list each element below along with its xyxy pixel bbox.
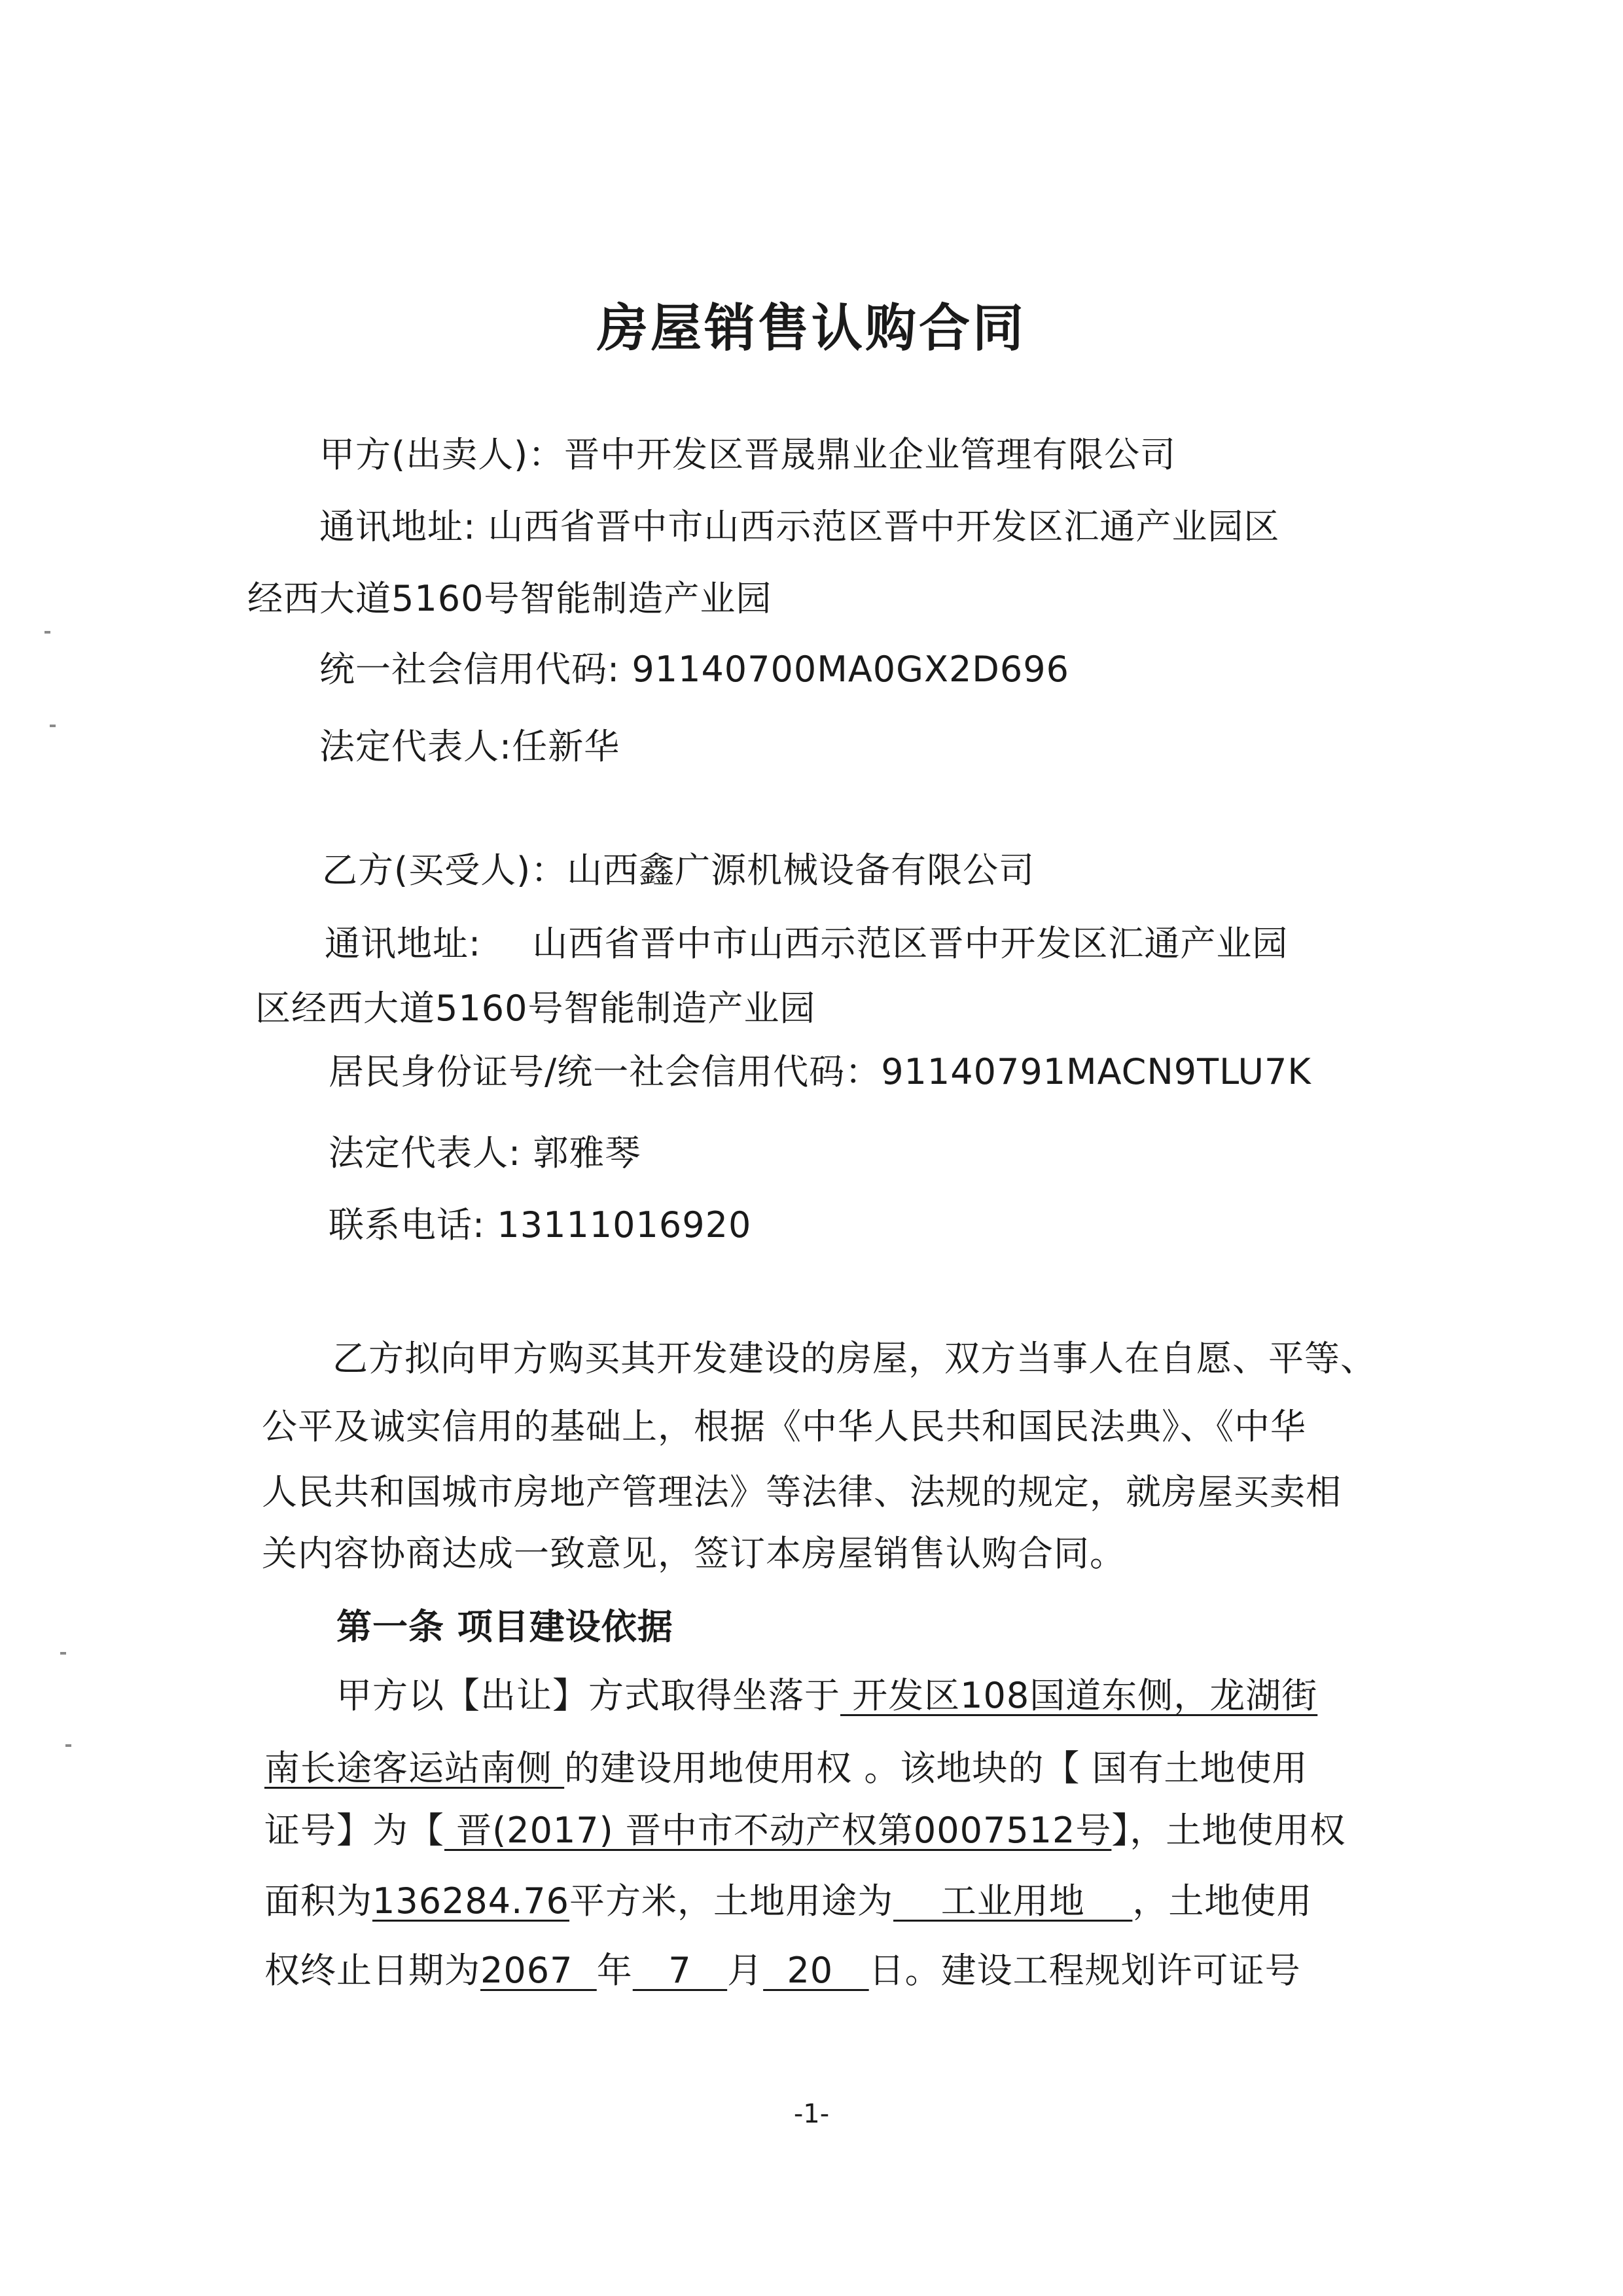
a1-text: 权终止日期为 [264,1950,480,1991]
seller-rep-name: 任新华 [512,726,620,767]
buyer-address-line [325,921,1288,967]
seller-address-2: 经西大道5160号智能制造产业园 [247,578,772,619]
buyer-name: 山西鑫广源机械设备有限公司 [567,850,1035,891]
seller-rep-line [319,724,620,770]
buyer-rep-line [329,1130,641,1176]
buyer-address-label: 通讯地址: [325,923,482,964]
document-title: 房屋销售认购合同 [596,299,1026,358]
article-1-heading: 第一条 项目建设依据 [336,1606,673,1647]
scan-speck [60,1652,66,1655]
a1-usage-field: 工业用地 [893,1880,1133,1922]
buyer-address-1: 山西省晋中市山西示范区晋中开发区汇通产业园 [532,923,1289,964]
scan-speck [65,1744,71,1747]
a1-text: 的建设用地使用权 。该地块的【 国有土地使用 [564,1748,1308,1789]
buyer-credit-label: 居民身份证号/统一社会信用代码： [329,1051,882,1092]
article-1-line-3 [264,1808,1346,1854]
a1-certificate-field: 晋(2017) 晋中市不动产权第0007512号 [444,1810,1112,1851]
scan-speck [50,725,56,727]
a1-text: 证号】为【 [264,1810,444,1851]
a1-location-field: 开发区108国道东侧，龙湖街 [840,1675,1318,1716]
seller-name: 晋中开发区晋晟鼎业企业管理有限公司 [564,434,1177,475]
buyer-phone-label: 联系电话: [329,1204,486,1246]
a1-text: 日。建设工程规划许可证号 [868,1950,1301,1991]
a1-text: ，土地使用 [1132,1880,1313,1922]
buyer-label: 乙方(买受人)： [322,850,567,891]
scan-speck [45,631,50,634]
buyer-phone: 13111016920 [497,1204,752,1246]
article-1-line-5 [264,1948,1301,1994]
seller-line [319,432,1176,478]
article-1-line-1 [336,1673,1317,1719]
a1-day-field: 20 [763,1950,869,1991]
seller-credit-code: 91140700MA0GX2D696 [632,649,1069,690]
a1-text: 平方米，土地用途为 [569,1880,894,1922]
a1-text: 】，土地使用权 [1111,1810,1346,1851]
buyer-credit-code: 91140791MACN9TLU7K [881,1051,1311,1092]
intro-line-1: 乙方拟向甲方购买其开发建设的房屋，双方当事人在自愿、平等、 [332,1338,1376,1379]
intro-line-2: 公平及诚实信用的基础上，根据《中华人民共和国民法典》、《中华 [262,1406,1306,1447]
buyer-rep-label: 法定代表人: [329,1132,522,1174]
a1-month-field: 7 [632,1950,728,1991]
buyer-line [322,848,1035,893]
seller-credit-line [319,647,1069,692]
buyer-address-2: 区经西大道5160号智能制造产业园 [255,988,816,1029]
seller-address-line [319,504,1279,550]
intro-line-4: 关内容协商达成一致意见，签订本房屋销售认购合同。 [262,1533,1126,1574]
seller-credit-label: 统一社会信用代码: [319,649,620,690]
page-number: -1- [793,2099,830,2129]
a1-year-field: 2067 [480,1950,597,1991]
seller-rep-label: 法定代表人: [319,726,512,767]
article-1-line-2 [264,1746,1308,1791]
a1-text: 年 [596,1950,633,1991]
a1-text: 月 [727,1950,764,1991]
a1-area-field: 136284.76 [372,1880,570,1922]
seller-address-1: 山西省晋中市山西示范区晋中开发区汇通产业园区 [488,506,1280,547]
a1-text: 面积为 [264,1880,372,1922]
seller-label: 甲方(出卖人)： [319,434,565,475]
a1-text: 甲方以【出让】方式取得坐落于 [336,1675,840,1716]
buyer-phone-line [329,1202,751,1248]
buyer-credit-line [329,1049,1311,1095]
buyer-rep-name: 郭雅琴 [533,1132,641,1174]
seller-address-label: 通讯地址: [319,506,476,547]
a1-location-field-cont: 南长途客运站南侧 [264,1748,565,1789]
intro-line-3: 人民共和国城市房地产管理法》等法律、法规的规定，就房屋买卖相 [262,1471,1342,1513]
article-1-line-4 [264,1878,1312,1924]
